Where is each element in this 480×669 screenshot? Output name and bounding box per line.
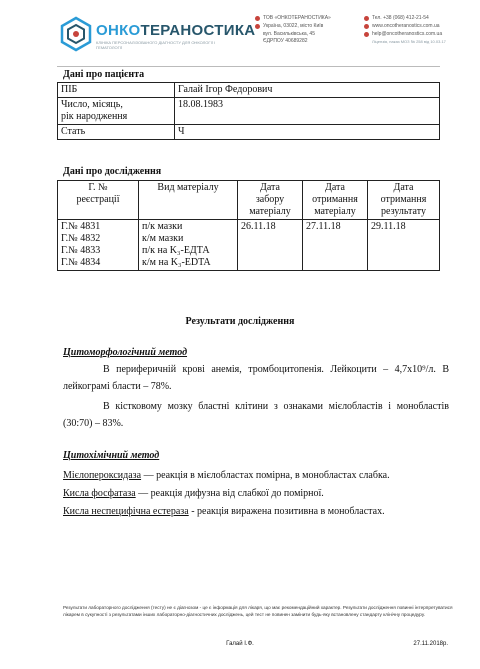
cytochemistry-item: Кисла фосфатаза — реакція дифузна від слабкої до помірної. [63, 488, 324, 499]
cytomorphology-paragraph-1: В периферичній крові анемія, тромбоцитопенія. Лейкоцити – 4,7х10⁹/л. В лейкограмі бласти – 78%. [63, 364, 449, 392]
brand-logo [58, 16, 94, 52]
material: к/м мазки [142, 233, 184, 244]
date-collect: 26.11.18 [238, 220, 303, 271]
reg-numbers-cell [58, 220, 139, 271]
website-link[interactable]: www.oncotheranostics.com.ua [372, 22, 440, 29]
location-pin-icon [255, 24, 260, 29]
patient-label: Стать [58, 125, 175, 140]
mail-icon [364, 32, 369, 37]
globe-icon [364, 24, 369, 29]
disclaimer: Результати лабораторного дослідження (тесту) не є діагнозом - це є інформація для лікаря, що має рекомендаційний характер. Результати дослідження повинні інтерпретуватися лікарем в сукупності з результатами інших лабораторно-діагностичних досліджень, цей тест не повинен замінити будь-яку встановлену стандарту клінічну процедуру. [63, 605, 453, 617]
study-section-title: Дані про дослідження [63, 166, 162, 177]
material: п/к на K₃-ЕДТА [142, 245, 210, 256]
brand [96, 22, 255, 50]
reg-number: Г.№ 4833 [61, 245, 101, 256]
cytochemistry-item: Кисла неспецифічна естераза - реакція виражена позитивна в монобластах. [63, 506, 385, 517]
table-row [58, 125, 440, 140]
signature-name: Галай І.Ф. [226, 641, 254, 647]
table-header-row [58, 181, 440, 220]
cytomorphology-paragraph-2: В кістковому мозку бластні клітини з ознаками мієлобластів і монобластів (30:70) – 83%. [63, 401, 449, 429]
column-header: Вид матеріалу [139, 181, 238, 220]
patient-table [57, 82, 440, 140]
building-icon [255, 16, 260, 21]
reg-number: Г.№ 4834 [61, 257, 101, 268]
brand-tagline: КЛІНІКА ПЕРСОНАЛІЗОВАНОГО ДІАГНОСТУ ДЛЯ ОНКОЛОГІЇ І ГЕМАТОЛОГІЇ [96, 40, 216, 50]
table-row [58, 83, 440, 98]
table-row [58, 220, 440, 271]
license-text: Ліцензія, наказ МОЗ № 258 від 10.03.17 [372, 39, 446, 45]
header-divider [57, 66, 440, 67]
column-header: Дата забору матеріалу [238, 181, 303, 220]
results-title: Результати дослідження [185, 316, 295, 327]
patient-value: Галай Ігор Федорович [175, 83, 440, 98]
company-info: ТОВ «ОНКОТЕРАНОСТИКА» Україна, 03022, місто Київ вул. Васильківська, 45 ЄДРПОУ 40689282 [255, 15, 331, 46]
cytochemistry-title: Цитохімічний метод [63, 450, 160, 461]
materials-cell [139, 220, 238, 271]
email-link[interactable]: help@oncotheranostics.com.ua [372, 30, 443, 37]
column-header: Дата отримання результату [368, 181, 440, 220]
reg-number: Г.№ 4831 [61, 221, 101, 232]
material: п/к мазки [142, 221, 183, 232]
table-row [58, 98, 440, 125]
patient-label: Число, місяць, рік народження [58, 98, 175, 125]
cytomorphology-title: Цитоморфологічний метод [63, 347, 188, 358]
cytochemistry-item: Мієлопероксидаза — реакція в мієлобластах помірна, в монобластах слабка. [63, 470, 390, 481]
patient-section-title: Дані про пацієнта [63, 69, 145, 80]
phone-icon [364, 16, 369, 21]
contact-info: Тел. +38 (068) 412-21-54 www.oncotheranostics.com.ua help@oncotheranostics.com.ua Ліцензія, наказ МОЗ № 258 від 10.03.17 [364, 15, 446, 46]
patient-value: Ч [175, 125, 440, 140]
brand-name: ОНКОТЕРАНОСТИКА [96, 22, 256, 39]
reg-number: Г.№ 4832 [61, 233, 101, 244]
patient-value: 18.08.1983 [175, 98, 440, 125]
date-receive: 27.11.18 [303, 220, 368, 271]
study-table [57, 180, 440, 271]
report-date: 27.11.2018р. [413, 641, 448, 647]
material: к/м на K₃-EDTA [142, 257, 211, 268]
column-header: Дата отримання матеріалу [303, 181, 368, 220]
patient-label: ПІБ [58, 83, 175, 98]
column-header: Г. № реєстрації [58, 181, 139, 220]
date-result: 29.11.18 [368, 220, 440, 271]
